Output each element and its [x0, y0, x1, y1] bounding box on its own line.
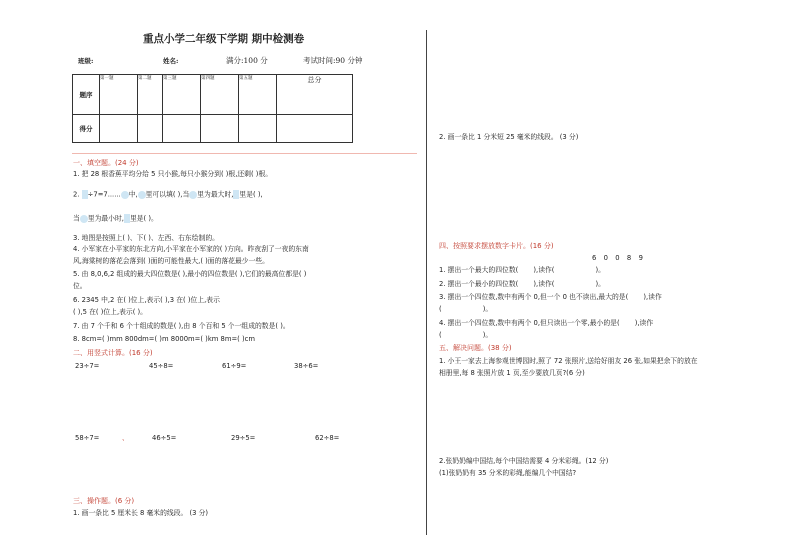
section-2-heading: 二、用竖式计算。(16 分) [73, 349, 153, 357]
question-2-line-2 [73, 214, 158, 224]
problem-2-line-1: 2.张奶奶编中国结,每个中国结需要 4 分米彩绳。(12 分) [439, 457, 609, 465]
calc-item: 23÷7= [75, 362, 100, 370]
q2-text-d: 里是( ), [239, 190, 263, 199]
score-cell[interactable] [138, 115, 163, 143]
question-4-line-1: 4. 小军家在小平家的东北方向,小平家在小军家的( )方向。昨夜刮了一夜的东南 [73, 245, 309, 253]
operation-1: 1. 画一条比 5 厘米长 8 毫米的线段。 (3 分) [73, 509, 209, 517]
question-8: 8. 8cm=( )mm 800dm=( )m 8000m=( )km 8m=( )cm [73, 335, 255, 343]
question-4-line-2: 风,海棠树的落花会落到( )面的可能性最大,( )面的落花最少一些。 [73, 257, 269, 265]
card-question-3-line-2: ( )。 [439, 305, 493, 313]
card-question-4-line-1: 4. 摆出一个四位数,数中有两个 0,但只读出一个零,最小的是( ),读作 [439, 319, 654, 327]
problem-2-line-2: (1)张奶奶有 35 分米的彩绳,能编几个中国结? [439, 469, 577, 477]
q2-text-c: 里为最大时, [197, 190, 234, 199]
score-table-col-1: 第一题 [100, 75, 138, 115]
question-6-line-2: ( ),5 在( )位上,表示( )。 [73, 308, 147, 316]
blank-circle-icon [138, 191, 146, 199]
problem-1-line-2: 相册里,每 8 张照片放 1 页,至少要放几页?(6 分) [439, 369, 585, 377]
calc-item: 45÷8= [149, 362, 174, 370]
column-divider [426, 30, 427, 535]
q2-text-b: 里可以填( ),当 [145, 190, 190, 199]
score-table-col-5: 第五题 [239, 75, 277, 115]
calc-item: 61÷9= [222, 362, 247, 370]
q2-text-f: 里为最小时, [87, 214, 124, 223]
blank-circle-icon [121, 191, 129, 199]
operation-2: 2. 画一条比 1 分米短 25 毫米的线段。 (3 分) [439, 133, 579, 141]
calc-item: 38÷6= [294, 362, 319, 370]
card-question-1: 1. 摆出一个最大的四位数( ),读作( )。 [439, 266, 605, 274]
card-question-4-line-2: ( )。 [439, 331, 493, 339]
score-cell[interactable] [201, 115, 239, 143]
section-5-heading: 五、解决问题。(38 分) [439, 344, 512, 352]
question-5-line-2: 位。 [73, 282, 87, 290]
score-cell[interactable] [239, 115, 277, 143]
card-question-3-line-1: 3. 摆出一个四位数,数中有两个 0,但一个 0 也不读出,最大的是( ),读作 [439, 293, 662, 301]
question-6-line-1: 6. 2345 中,2 在( )位上,表示( ),3 在( )位上,表示 [73, 296, 220, 304]
page-title: 重点小学二年级下学期 期中检测卷 [143, 33, 305, 45]
section-rule [72, 153, 417, 154]
q2-number: 2. [73, 190, 80, 199]
section-3-heading: 三、操作题。(6 分) [73, 497, 135, 505]
section-1-heading: 一、填空题。(24 分) [73, 159, 139, 167]
question-1: 1. 把 28 根香蕉平均分给 5 只小猴,每只小猴分到( )根,还剩( )根。 [73, 170, 273, 178]
exam-time: 考试时间:90 分钟 [303, 56, 363, 65]
q2-text-a: 中, [128, 190, 138, 199]
score-cell[interactable] [100, 115, 138, 143]
calc-item: 29÷5= [231, 434, 256, 442]
calc-mark: 、 [122, 434, 129, 442]
q2-text-e: 当 [73, 214, 80, 223]
question-7: 7. 由 7 个千和 6 个十组成的数是( ),由 8 个百和 5 个一组成的数是( )。 [73, 322, 290, 330]
score-table-score-label: 得分 [73, 115, 100, 143]
score-table [72, 74, 353, 143]
card-question-2: 2. 摆出一个最小的四位数( ),读作( )。 [439, 280, 605, 288]
score-table-col-4: 第四题 [201, 75, 239, 115]
score-cell[interactable] [163, 115, 201, 143]
calc-item: 46÷5= [152, 434, 177, 442]
section-4-heading: 四、按照要求摆放数字卡片。(16 分) [439, 242, 554, 250]
full-score: 满分:100 分 [226, 56, 268, 65]
score-table-col-2: 第二题 [138, 75, 163, 115]
problem-1-line-1: 1. 小王一家去上海参观世博园时,照了 72 张照片,送给好朋友 26 张,如果把余下的放在 [439, 357, 698, 365]
score-cell-total[interactable] [277, 115, 353, 143]
q2-text-g: 里是( )。 [129, 214, 158, 223]
score-table-col-3: 第三题 [163, 75, 201, 115]
score-table-total: 总分 [277, 75, 353, 115]
q2-expr: ÷7=7...... [87, 190, 121, 199]
digit-cards: 6 0 0 8 9 [592, 254, 644, 262]
calc-item: 58÷7= [75, 434, 100, 442]
class-label: 班级: [78, 57, 94, 65]
question-2-line-1 [73, 190, 263, 200]
question-3: 3. 地图是按照上( )、下( )、左西、右东绘制的。 [73, 234, 219, 242]
score-table-row-label: 题序 [73, 75, 100, 115]
calc-item: 62÷8= [315, 434, 340, 442]
question-5-line-1: 5. 由 8,0,6,2 组成的最大四位数是( ),最小的四位数是( ),它们的最高位都是( ) [73, 270, 307, 278]
name-label: 姓名: [163, 57, 179, 65]
blank-circle-icon [80, 215, 88, 223]
